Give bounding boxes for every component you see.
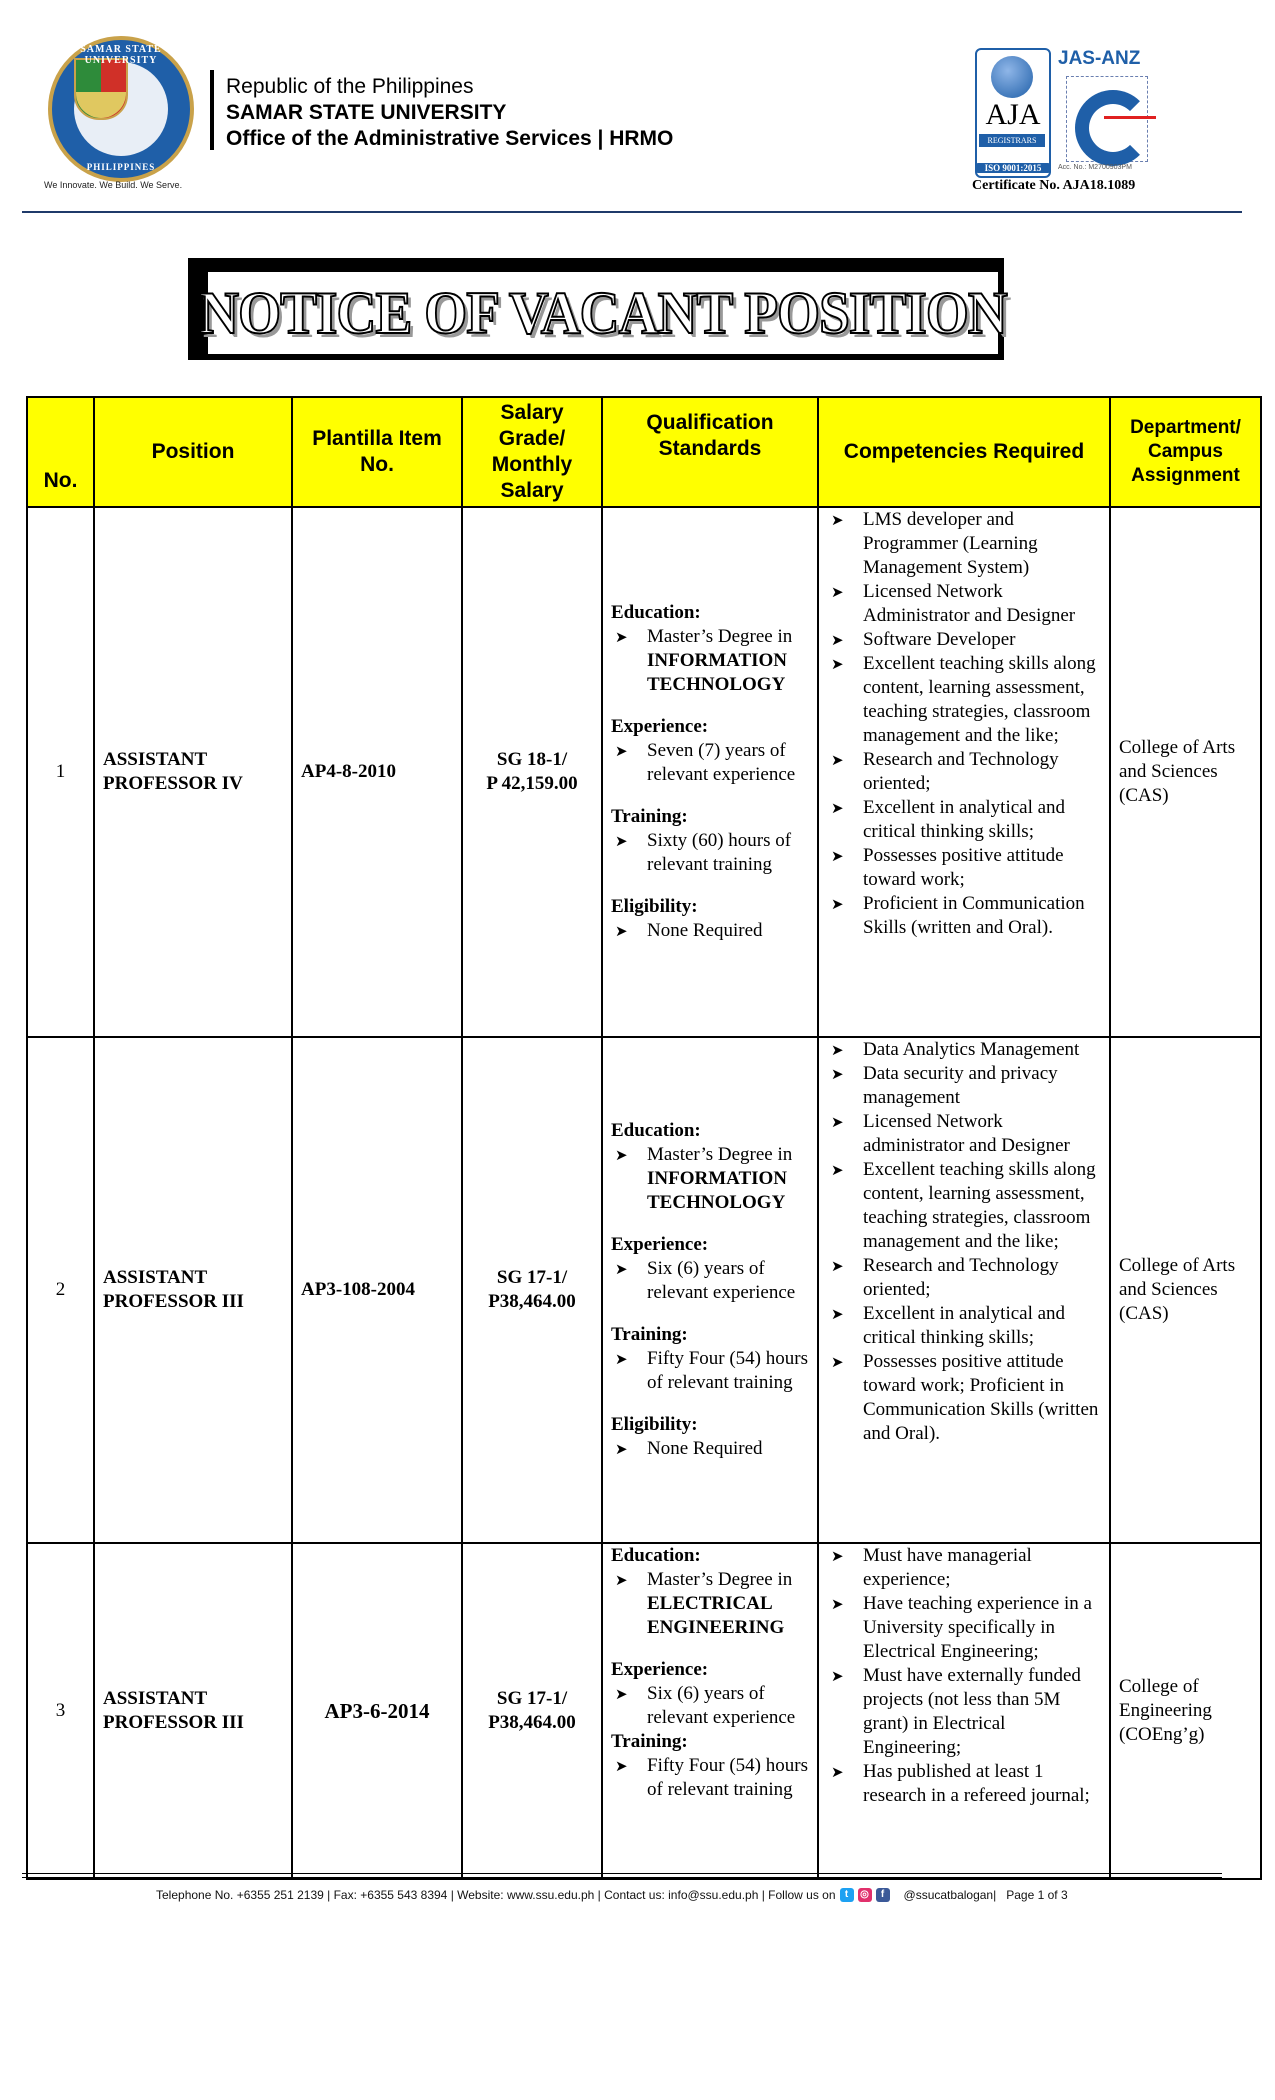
- iso-badge: ISO 9001:2015: [975, 163, 1051, 173]
- competency-item: ➤ Excellent teaching skills along content, learning assessment, teaching strategies, classroom management and the like;: [827, 652, 1101, 748]
- office-name: Office of the Administrative Services | HRMO: [226, 127, 674, 150]
- salary-cell: [462, 1037, 602, 1543]
- aja-registrars-logo-icon: [975, 48, 1051, 178]
- footer-contact: Telephone No. +6355 251 2139 | Fax: +6355 543 8394 | Website: www.ssu.edu.ph | Contact us: info@ssu.edu.ph | Follow us on: [156, 1888, 836, 1902]
- header-rule: [22, 211, 1242, 213]
- education-item: [611, 1143, 809, 1215]
- qualification-cell: [602, 1543, 818, 1879]
- competencies-cell: [818, 1543, 1110, 1879]
- competency-item: ➤ Must have externally funded projects (not less than 5M grant) in Electrical Engineering;: [827, 1664, 1101, 1760]
- eligibility-item: ➤ None Required: [611, 1437, 809, 1461]
- seal-bottom-text: PHILIPPINES: [86, 162, 156, 172]
- row-number: 1: [27, 507, 94, 1037]
- department-assignment: College of Arts and Sciences (CAS): [1110, 507, 1261, 1037]
- university-seal-icon: [48, 36, 194, 182]
- competencies-cell: [818, 1037, 1110, 1543]
- table-row: [27, 1543, 1261, 1879]
- competency-item: ➤ Licensed Network Administrator and Designer: [827, 580, 1101, 628]
- row-number: 3: [27, 1543, 94, 1879]
- qualification-cell: [602, 507, 818, 1037]
- seal-top-text: SAMAR STATE UNIVERSITY: [80, 44, 162, 66]
- salary-cell: [462, 507, 602, 1037]
- experience-label: Experience:: [611, 1659, 709, 1680]
- table-row: [27, 507, 1261, 1037]
- experience-item: ➤ Seven (7) years of relevant experience: [611, 739, 809, 787]
- header-salary: Salary Grade/ Monthly Salary: [462, 397, 602, 507]
- footer-rule: [22, 1873, 1222, 1878]
- experience-item: ➤ Six (6) years of relevant experience: [611, 1257, 809, 1305]
- table-row: [27, 1037, 1261, 1543]
- row-number: 2: [27, 1037, 94, 1543]
- header-competencies: Competencies Required: [818, 397, 1110, 507]
- competency-item: ➤ Research and Technology oriented;: [827, 1254, 1101, 1302]
- salary-cell: [462, 1543, 602, 1879]
- education-field: ELECTRICAL ENGINEERING: [647, 1593, 785, 1638]
- training-item: ➤ Sixty (60) hours of relevant training: [611, 829, 809, 877]
- eligibility-item: ➤ None Required: [611, 919, 809, 943]
- competency-item: ➤ Has published at least 1 research in a refereed journal;: [827, 1760, 1101, 1808]
- education-label: Education:: [611, 602, 701, 623]
- experience-label: Experience:: [611, 716, 709, 737]
- department-assignment: College of Arts and Sciences (CAS): [1110, 1037, 1261, 1543]
- eligibility-label: Eligibility:: [611, 896, 698, 917]
- position-title: ASSISTANT PROFESSOR III: [94, 1543, 292, 1879]
- plantilla-item: AP4-8-2010: [292, 507, 462, 1037]
- plantilla-item: AP3-6-2014: [292, 1543, 462, 1879]
- salary-amount: P38,464.00: [488, 1291, 576, 1312]
- facebook-icon[interactable]: f: [876, 1888, 890, 1902]
- salary-grade: SG 17-1/: [496, 1688, 568, 1709]
- header-department: Department/ Campus Assignment: [1110, 397, 1261, 507]
- qualification-cell: [602, 1037, 818, 1543]
- competency-item: ➤ Data Analytics Management: [827, 1038, 1101, 1062]
- competency-item: ➤ Excellent teaching skills along content, learning assessment, teaching strategies, classroom management and the like;: [827, 1158, 1101, 1254]
- header-plantilla: Plantilla Item No.: [292, 397, 462, 507]
- jas-anz-c-icon: [1075, 90, 1151, 166]
- competency-item: ➤ LMS developer and Programmer (Learning Management System): [827, 508, 1101, 580]
- salary-grade: SG 18-1/: [496, 749, 568, 770]
- education-item: [611, 1568, 809, 1640]
- republic-line: Republic of the Philippines: [226, 75, 474, 98]
- page-number: Page 1 of 3: [1006, 1888, 1068, 1902]
- header-no: No.: [27, 397, 94, 507]
- training-item: ➤ Fifty Four (54) hours of relevant training: [611, 1754, 809, 1802]
- competency-item: ➤ Possesses positive attitude toward work;: [827, 844, 1101, 892]
- footer: [156, 1888, 1068, 1902]
- competency-item: ➤ Possesses positive attitude toward work; Proficient in Communication Skills (written and Oral).: [827, 1350, 1101, 1446]
- education-prefix: Master’s Degree in: [647, 1569, 793, 1590]
- competency-item: ➤ Data security and privacy management: [827, 1062, 1101, 1110]
- divider: [210, 70, 214, 150]
- jas-anz-red-line: [1104, 116, 1156, 119]
- plantilla-item: AP3-108-2004: [292, 1037, 462, 1543]
- aja-registrars-label: REGISTRARS: [979, 134, 1045, 147]
- competency-item: ➤ Proficient in Communication Skills (written and Oral).: [827, 892, 1101, 940]
- position-title: ASSISTANT PROFESSOR III: [94, 1037, 292, 1543]
- competency-item: ➤ Software Developer: [827, 628, 1101, 652]
- accreditation-number: Acc. No.: M2700903PM: [1058, 164, 1132, 171]
- education-field: INFORMATION TECHNOLOGY: [647, 650, 788, 695]
- training-label: Training:: [611, 1324, 688, 1345]
- table-header-row: [27, 397, 1261, 507]
- salary-grade: SG 17-1/: [496, 1267, 568, 1288]
- eligibility-label: Eligibility:: [611, 1414, 698, 1435]
- salary-amount: P38,464.00: [488, 1712, 576, 1733]
- title-banner: [188, 258, 1007, 360]
- competency-item: ➤ Excellent in analytical and critical thinking skills;: [827, 796, 1101, 844]
- training-item: ➤ Fifty Four (54) hours of relevant training: [611, 1347, 809, 1395]
- training-label: Training:: [611, 806, 688, 827]
- training-label: Training:: [611, 1731, 688, 1752]
- social-handle: @ssucatbalogan|: [903, 1888, 997, 1902]
- university-name: SAMAR STATE UNIVERSITY: [226, 101, 507, 124]
- competency-item: ➤ Must have managerial experience;: [827, 1544, 1101, 1592]
- organization-block: [226, 74, 673, 152]
- experience-label: Experience:: [611, 1234, 709, 1255]
- competency-item: ➤ Excellent in analytical and critical thinking skills;: [827, 1302, 1101, 1350]
- competency-item: ➤ Licensed Network administrator and Designer: [827, 1110, 1101, 1158]
- page-title: NOTICE OF VACANT POSITION: [199, 279, 1007, 346]
- education-label: Education:: [611, 1120, 701, 1141]
- experience-item: ➤ Six (6) years of relevant experience: [611, 1682, 809, 1730]
- education-label: Education:: [611, 1545, 701, 1566]
- motto: We Innovate. We Build. We Serve.: [44, 180, 183, 190]
- position-title: ASSISTANT PROFESSOR IV: [94, 507, 292, 1037]
- aja-label: AJA: [985, 98, 1041, 131]
- vacancy-table: [26, 396, 1262, 1880]
- jas-anz-label: JAS-ANZ: [1058, 48, 1141, 69]
- salary-amount: P 42,159.00: [486, 773, 578, 794]
- competency-item: ➤ Have teaching experience in a University specifically in Electrical Engineering;: [827, 1592, 1101, 1664]
- education-field: INFORMATION TECHNOLOGY: [647, 1168, 788, 1213]
- education-prefix: Master’s Degree in: [647, 626, 793, 647]
- header-qualification: Qualification Standards: [602, 397, 818, 507]
- education-prefix: Master’s Degree in: [647, 1144, 793, 1165]
- competency-item: ➤ Research and Technology oriented;: [827, 748, 1101, 796]
- instagram-icon[interactable]: ◎: [858, 1888, 872, 1902]
- header-position: Position: [94, 397, 292, 507]
- letterhead: [0, 0, 1275, 215]
- twitter-icon[interactable]: t: [840, 1888, 854, 1902]
- department-assignment: College of Engineering (COEng’g): [1110, 1543, 1261, 1879]
- competencies-cell: [818, 507, 1110, 1037]
- globe-icon: [991, 56, 1033, 98]
- education-item: [611, 625, 809, 697]
- certificate-number: Certificate No. AJA18.1089: [972, 178, 1136, 193]
